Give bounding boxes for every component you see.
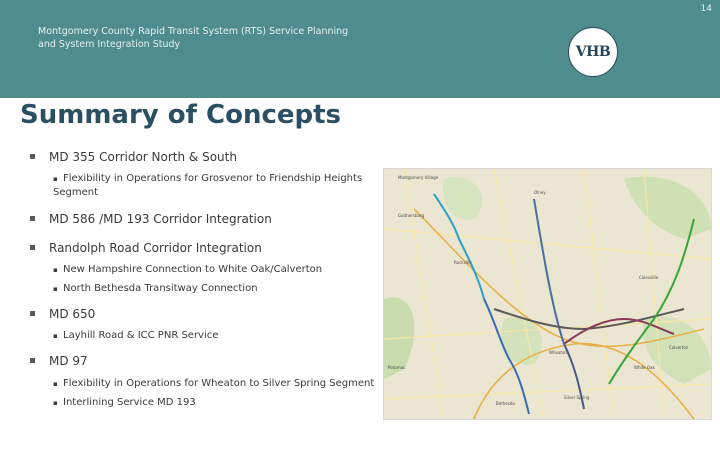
sub-bullet-interlining (53, 396, 196, 410)
bullet-square-icon (30, 216, 35, 221)
bullet-randolph (30, 241, 262, 255)
sub-bullet-dot-icon: ▪ (53, 285, 58, 293)
sub-bullet-dot-icon: ▪ (53, 332, 58, 340)
sub-bullet-dot-icon: ▪ (53, 399, 58, 407)
map-label-white-oak: White Oak (634, 365, 655, 370)
sub-bullet-label: Layhill Road & ICC PNR Service (63, 330, 219, 341)
bullet-md586-md193 (30, 212, 272, 226)
sub-bullet-dot-icon: ▪ (53, 175, 58, 183)
sub-bullet-layhill (53, 329, 218, 343)
map-label-calverton: Calverton (669, 345, 689, 350)
map-label-colesville: Colesville (639, 275, 659, 280)
bullet-md97 (30, 354, 88, 368)
bullet-label: MD 586 /MD 193 Corridor Integration (49, 212, 272, 226)
map-label-potomac: Potomac (388, 365, 406, 370)
map-label-rockville: Rockville (454, 260, 472, 265)
bullet-label: MD 97 (49, 354, 88, 368)
bullet-md355 (30, 150, 237, 164)
corridor-map-svg (384, 169, 711, 419)
page-number: 14 (700, 4, 712, 14)
sub-bullet-label: Flexibility in Operations for Grosvenor to Friendship Heights Segment (53, 173, 363, 198)
sub-bullet-label: New Hampshire Connection to White Oak/Calverton (63, 264, 323, 275)
bullet-label: Randolph Road Corridor Integration (49, 241, 262, 255)
map-label-gaithersburg: Gaithersburg (398, 213, 425, 218)
map-label-bethesda: Bethesda (496, 401, 515, 406)
sub-bullet-grosvenor (53, 172, 373, 199)
map-label-silver-spring: Silver Spring (564, 395, 590, 400)
bullet-square-icon (30, 154, 35, 159)
sub-bullet-label: North Bethesda Transitway Connection (63, 283, 258, 294)
bullet-square-icon (30, 245, 35, 250)
bullet-label: MD 650 (49, 307, 96, 321)
corridor-map (383, 168, 712, 420)
bullet-md650 (30, 307, 95, 321)
vhb-logo (568, 27, 618, 77)
sub-bullet-dot-icon: ▪ (53, 380, 58, 388)
bullet-square-icon (30, 311, 35, 316)
page-title: Summary of Concepts (20, 100, 342, 130)
header-band (0, 0, 720, 98)
study-title: Montgomery County Rapid Transit System (RTS) Service Planning and System Integration Study (38, 26, 349, 50)
sub-bullet-wheaton (53, 377, 374, 391)
map-label-montgomery-village: Montgomery Village (398, 175, 439, 180)
sub-bullet-dot-icon: ▪ (53, 266, 58, 274)
sub-bullet-label: Interlining Service MD 193 (63, 397, 196, 408)
map-label-wheaton: Wheaton (549, 350, 567, 355)
map-label-olney: Olney (534, 190, 546, 195)
bullet-label: MD 355 Corridor North & South (49, 150, 237, 164)
sub-bullet-new-hampshire (53, 263, 322, 277)
logo-text: VHB (575, 44, 611, 60)
sub-bullet-label: Flexibility in Operations for Wheaton to Silver Spring Segment (63, 378, 375, 389)
bullet-square-icon (30, 358, 35, 363)
sub-bullet-north-bethesda (53, 282, 258, 296)
